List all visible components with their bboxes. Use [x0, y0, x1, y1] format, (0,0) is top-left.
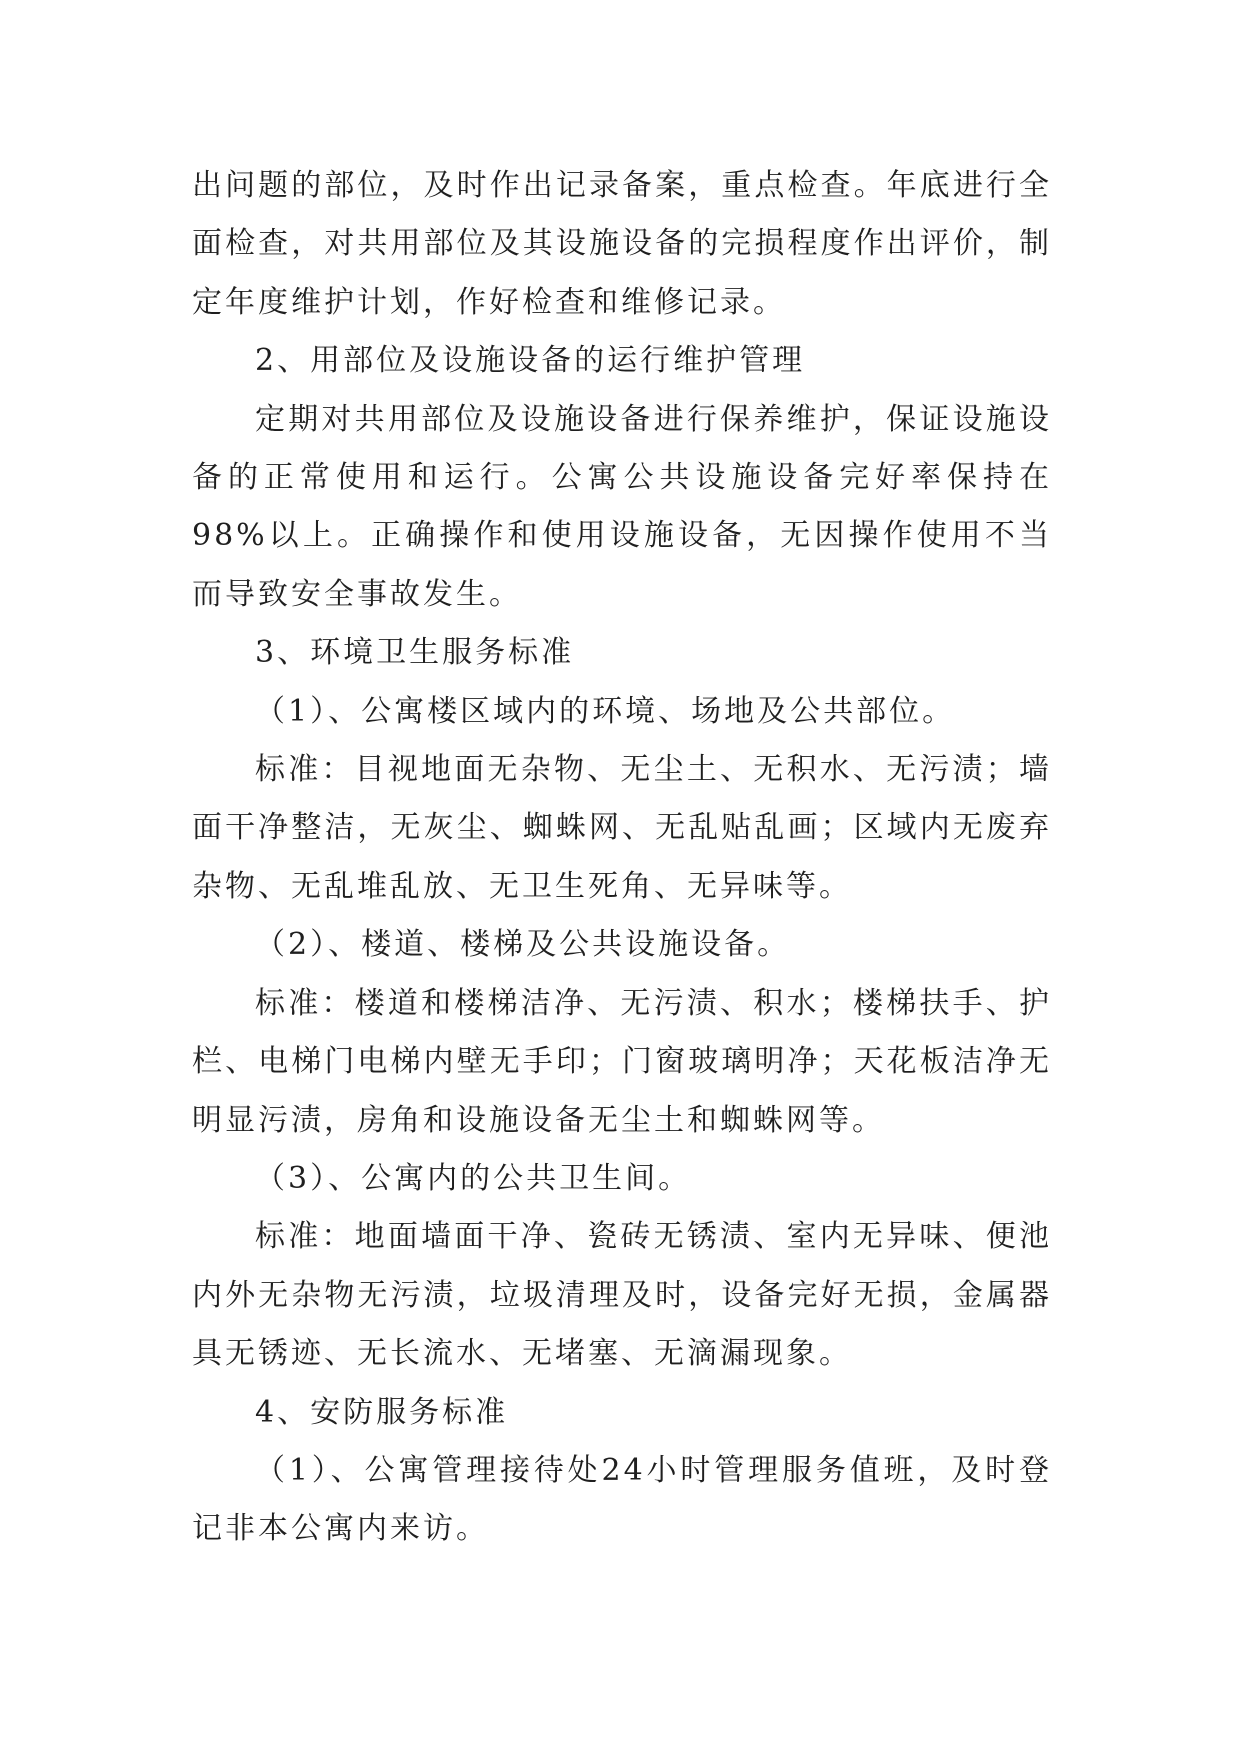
paragraph-facility-maintenance: 定期对共用部位及设施设备进行保养维护，保证设施设备的正常使用和运行。公寓公共设施设备完好率保持在98%以上。正确操作和使用设施设备，无因操作使用不当而导致安全事故发生。 [192, 401, 1052, 612]
heading-security-standard: 4、安防服务标准 [255, 1394, 509, 1430]
document-body [192, 157, 1052, 1559]
paragraph-environment-standard: 标准：目视地面无杂物、无尘土、无积水、无污渍；墙面干净整洁，无灰尘、蜘蛛网、无乱贴乱画；区域内无废弃杂物、无乱堆乱放、无卫生死角、无异味等。 [192, 752, 1052, 904]
paragraph-restrooms-standard: 标准：地面墙面干净、瓷砖无锈渍、室内无异味、便池内外无杂物无污渍，垃圾清理及时，设备完好无损，金属器具无锈迹、无长流水、无堵塞、无滴漏现象。 [192, 1219, 1052, 1372]
paragraph-reception-duty: （1）、公寓管理接待处24小时管理服务值班，及时登记非本公寓内来访。 [192, 1452, 1052, 1547]
subheading-environment-areas: （1）、公寓楼区域内的环境、场地及公共部位。 [255, 693, 956, 729]
heading-facility-maintenance: 2、用部位及设施设备的运行维护管理 [255, 343, 806, 379]
paragraph-inspection-continued: 出问题的部位，及时作出记录备案，重点检查。年底进行全面检查，对共用部位及其设施设备的完损程度作出评价，制定年度维护计划，作好检查和维修记录。 [192, 168, 1052, 320]
subheading-corridors-stairs: （2）、楼道、楼梯及公共设施设备。 [255, 927, 791, 963]
paragraph-corridors-standard: 标准：楼道和楼梯洁净、无污渍、积水；楼梯扶手、护栏、电梯门电梯内壁无手印；门窗玻璃明净；天花板洁净无明显污渍，房角和设施设备无尘土和蜘蛛网等。 [192, 985, 1052, 1138]
heading-sanitation-standard: 3、环境卫生服务标准 [255, 635, 575, 671]
subheading-public-restrooms: （3）、公寓内的公共卫生间。 [255, 1160, 692, 1196]
